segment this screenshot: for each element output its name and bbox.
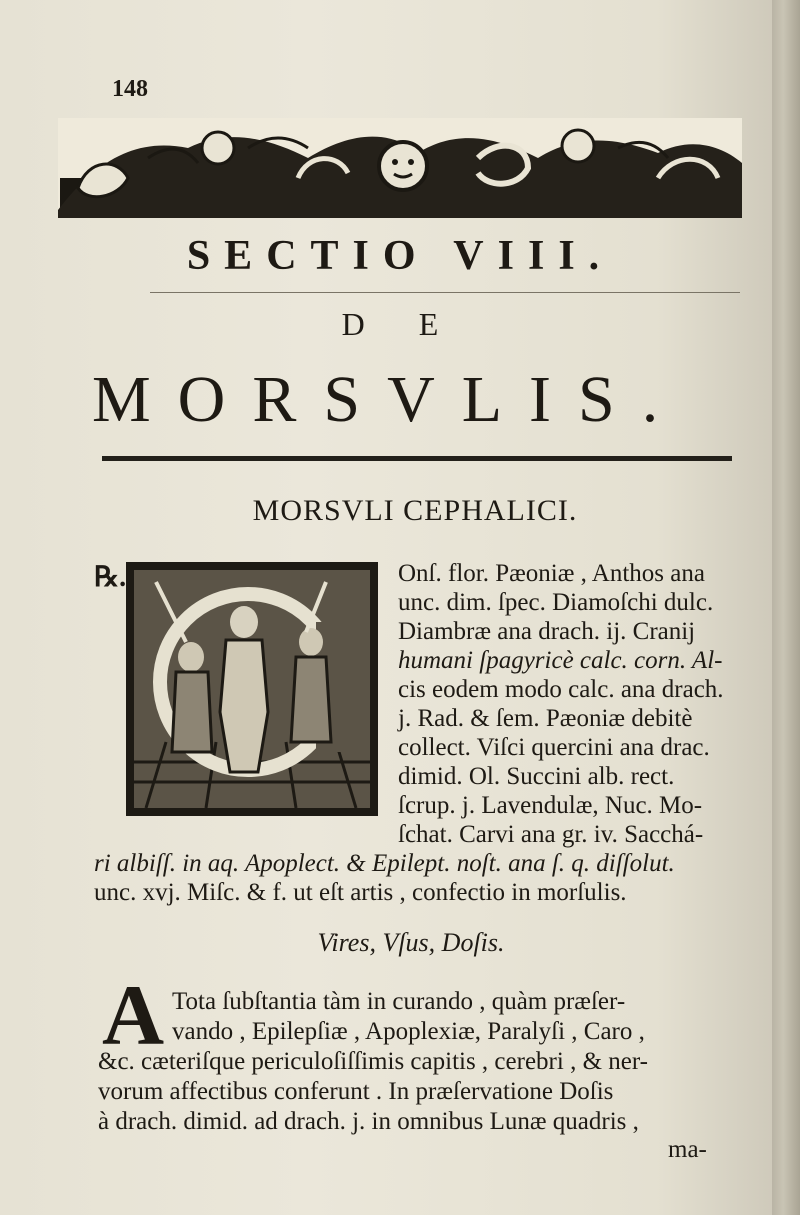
ornamental-headpiece-image xyxy=(58,118,742,218)
catchword: ma- xyxy=(668,1136,707,1163)
section-de: DE xyxy=(341,306,493,342)
recipe-line: j. Rad. & ſem. Pæoniæ debitè xyxy=(398,705,693,732)
heading-rule xyxy=(102,456,732,461)
page-number: 148 xyxy=(112,76,148,102)
body-line: vorum affectibus conferunt . In præſervatione Doſis xyxy=(98,1078,614,1105)
body-line: à drach. dimid. ad drach. j. in omnibus Lunæ quadris , xyxy=(98,1108,639,1135)
recipe-line: humani ſpagyricè calc. corn. Al- xyxy=(398,647,723,674)
body-line: Tota ſubſtantia tàm in curando , quàm præſer- xyxy=(172,988,626,1015)
faint-rule xyxy=(150,292,740,293)
page-edge xyxy=(772,0,800,1215)
recipe-title: MORSVLI CEPHALICI. xyxy=(252,494,578,527)
recipe-line: ſcrup. j. Lavendulæ, Nuc. Mo- xyxy=(398,792,703,819)
section-title: SECTIO VIII. xyxy=(186,233,614,279)
recipe-line: unc. dim. ſpec. Diamoſchi dulc. xyxy=(398,589,714,616)
recipe-line: ri albiſſ. in aq. Apoplect. & Epilept. noſt. ana ſ. q. diſſolut. xyxy=(94,850,675,877)
woodcut-initial-c-image xyxy=(126,562,378,816)
body-line: &c. cæteriſque periculoſiſſimis capitis , cerebri , & ner- xyxy=(98,1048,649,1075)
recipe-line: unc. xvj. Miſc. & f. ut eſt artis , confectio in morſulis. xyxy=(94,879,627,906)
recipe-line: Diambræ ana drach. ij. Cranij xyxy=(398,618,696,645)
recipe-line: cis eodem modo calc. ana drach. xyxy=(398,676,724,703)
drop-cap: A xyxy=(102,967,165,1063)
recipe-line: Onſ. flor. Pæoniæ , Anthos ana xyxy=(398,560,705,587)
section-heading: MORSVLIS. xyxy=(92,363,686,436)
vires-heading: Vires, Vſus, Doſis. xyxy=(317,928,505,957)
recipe-line: collect. Viſci quercini ana drac. xyxy=(398,734,710,761)
body-line: vando , Epilepſiæ , Apoplexiæ, Paralyſi , Caro , xyxy=(172,1018,645,1045)
recipe-line: ſchat. Carvi ana gr. iv. Sacchá- xyxy=(398,821,704,848)
recipe-line: dimid. Ol. Succini alb. rect. xyxy=(398,763,675,790)
recipe-mark: ℞. xyxy=(94,562,127,593)
